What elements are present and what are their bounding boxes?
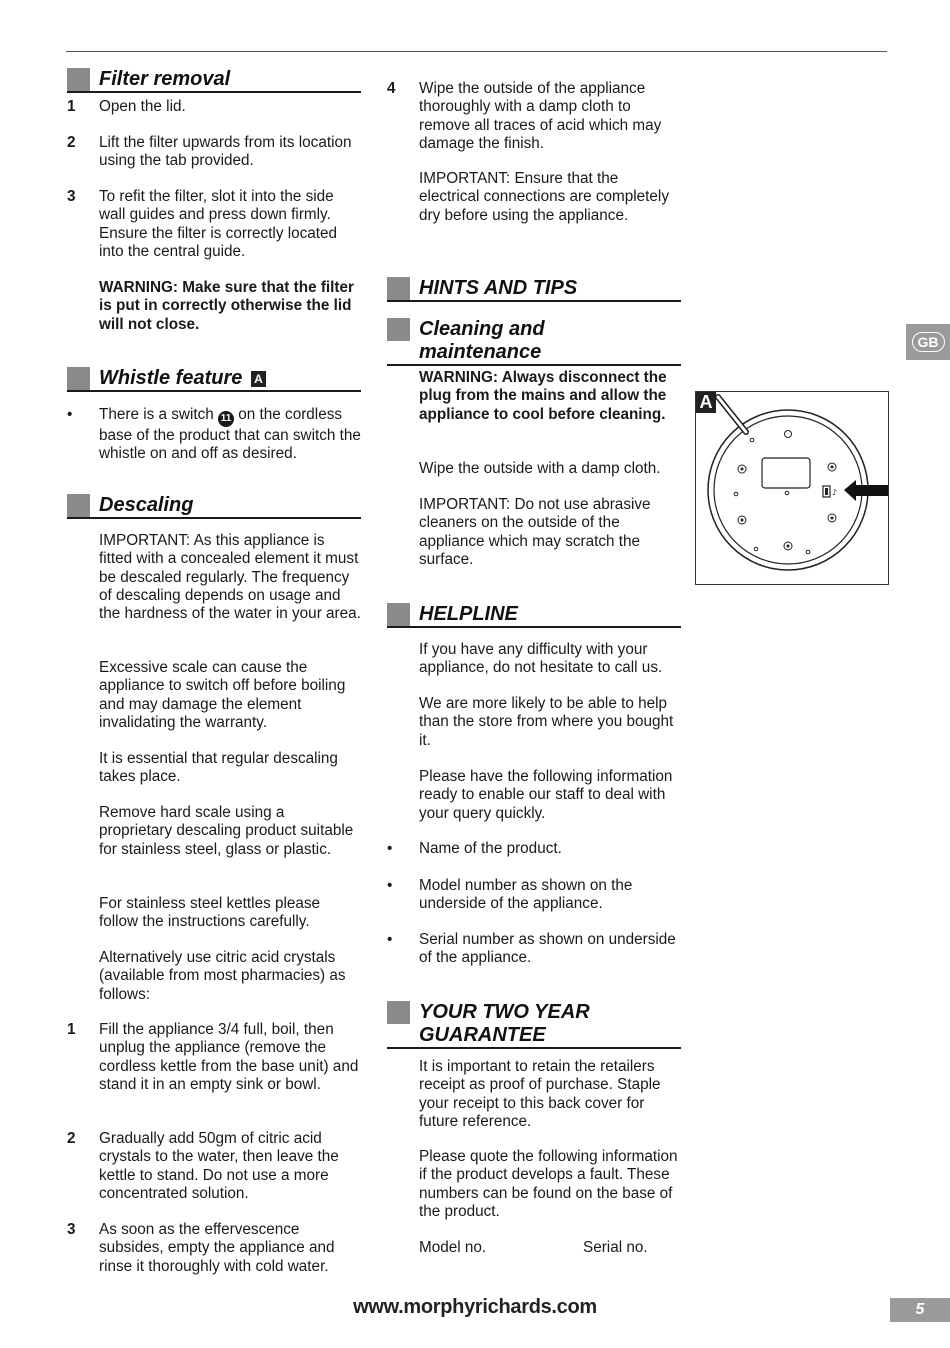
heading-text: Cleaning and [419, 318, 545, 340]
bullet-dot: • [387, 877, 393, 894]
serial-no-label: Serial no. [583, 1239, 648, 1256]
descaling-para: Excessive scale can cause the appliance to switch off before boiling and may damage the element invalidating the warranty. [99, 659, 346, 731]
language-tab-label: GB [912, 332, 945, 352]
step-number: 2 [67, 134, 76, 151]
cleaning-para: IMPORTANT: Do not use abrasive cleaners on the outside of the appliance which may scratch the surface. [419, 496, 651, 568]
helpline-bullet: Serial number as shown on underside of the appliance. [419, 931, 676, 967]
switch-number-icon: 11 [218, 411, 234, 427]
heading-square-icon [67, 494, 90, 517]
top-rule [66, 51, 887, 52]
descaling-para: Alternatively use citric acid crystals (available from most pharmacies) as follows: [99, 949, 346, 1003]
figure-base-diagram [695, 391, 889, 585]
heading-square-icon [387, 603, 410, 626]
whistle-text-after: on the cordless base of the product that can switch the whistle on and off as desired. [99, 406, 361, 463]
descaling-para: IMPORTANT: As this appliance is fitted with a concealed element it must be descaled regularly. The frequency of descaling depends on usage and the hardness of the water in your area. [99, 532, 361, 623]
heading-square-icon [67, 367, 90, 390]
step-number: 4 [387, 80, 396, 97]
descaling-para: For stainless steel kettles please follow the instructions carefully. [99, 895, 321, 931]
step-number: 1 [67, 1021, 76, 1038]
section-heading-filter-removal [67, 68, 361, 93]
step-text: Lift the filter upwards from its location using the tab provided. [99, 134, 352, 170]
step-number: 3 [67, 188, 76, 205]
bullet-dot: • [387, 931, 393, 948]
heading-text: Filter removal [99, 68, 231, 90]
svg-text:♪: ♪ [832, 488, 838, 497]
guarantee-para: Please quote the following information if the product develops a fault. These numbers can be found on the base of the product. [419, 1148, 678, 1220]
figure-label: A [696, 392, 716, 413]
heading-square-icon [387, 1001, 410, 1024]
step-text: Fill the appliance 3/4 full, boil, then unplug the appliance (remove the cordless kettle from the base unit) and stand it in an empty sink or bowl. [99, 1021, 359, 1093]
guarantee-para: It is important to retain the retailers receipt as proof of purchase. Staple your receipt to this back cover for future reference. [419, 1058, 661, 1130]
step-text: Open the lid. [99, 98, 186, 115]
heading-text-line2: maintenance [419, 341, 542, 363]
step-text: Wipe the outside of the appliance thoroughly with a damp cloth to remove all traces of acid which may damage the finish. [419, 80, 662, 152]
heading-square-icon [67, 68, 90, 91]
model-no-label: Model no. [419, 1239, 487, 1256]
section-heading-descaling [67, 494, 361, 519]
helpline-bullet: Model number as shown on the underside of the appliance. [419, 877, 633, 913]
section-heading-hints [387, 277, 681, 302]
helpline-para: Please have the following information ready to enable our staff to deal with your query quickly. [419, 768, 673, 822]
descaling-para: Remove hard scale using a proprietary descaling product suitable for stainless steel, glass or plastic. [99, 804, 354, 858]
step-number: 2 [67, 1130, 76, 1147]
cleaning-warning: WARNING: Always disconnect the plug from the mains and allow the appliance to cool before cleaning. [419, 369, 667, 423]
bullet-dot: • [387, 840, 393, 857]
step-text: As soon as the effervescence subsides, empty the appliance and rinse it thoroughly with cold water. [99, 1221, 335, 1275]
helpline-para: If you have any difficulty with your appliance, do not hesitate to call us. [419, 641, 663, 677]
heading-text: HELPLINE [419, 603, 518, 625]
step-text: Gradually add 50gm of citric acid crystals to the water, then leave the kettle to stand. Do not use a more concentrated solution. [99, 1130, 339, 1202]
base-diagram-illustration [696, 392, 888, 584]
heading-square-icon [387, 277, 410, 300]
heading-text-line2: GUARANTEE [419, 1024, 546, 1046]
whistle-text [99, 406, 361, 464]
section-heading-whistle [67, 367, 361, 392]
step-number: 3 [67, 1221, 76, 1238]
heading-text: YOUR TWO YEAR [419, 1001, 590, 1023]
helpline-para: We are more likely to be able to help than the store from where you bought it. [419, 695, 674, 749]
helpline-bullet: Name of the product. [419, 840, 562, 857]
descaling-para: It is essential that regular descaling takes place. [99, 750, 338, 786]
language-tab [906, 324, 950, 360]
whistle-text-before: There is a switch [99, 406, 214, 423]
bullet-dot: • [67, 406, 73, 423]
filter-warning: WARNING: Make sure that the filter is put in correctly otherwise the lid will not close. [99, 279, 354, 333]
heading-text [99, 367, 266, 390]
cleaning-para: Wipe the outside with a damp cloth. [419, 460, 661, 477]
heading-text: HINTS AND TIPS [419, 277, 578, 299]
step-text: To refit the filter, slot it into the side wall guides and press down firmly. Ensure the filter is correctly located into the central guide. [99, 188, 338, 260]
section-heading-cleaning [387, 318, 681, 366]
step-number: 1 [67, 98, 76, 115]
heading-label: Whistle feature [99, 367, 243, 389]
figure-ref-badge: A [251, 371, 266, 387]
important-note: IMPORTANT: Ensure that the electrical connections are completely dry before using the appliance. [419, 170, 669, 224]
section-heading-helpline [387, 603, 681, 628]
page-number: 5 [890, 1298, 950, 1322]
section-heading-guarantee [387, 1001, 681, 1049]
heading-square-icon [387, 318, 410, 341]
footer-website-url: www.morphyrichards.com [353, 1296, 597, 1318]
heading-text: Descaling [99, 494, 194, 516]
